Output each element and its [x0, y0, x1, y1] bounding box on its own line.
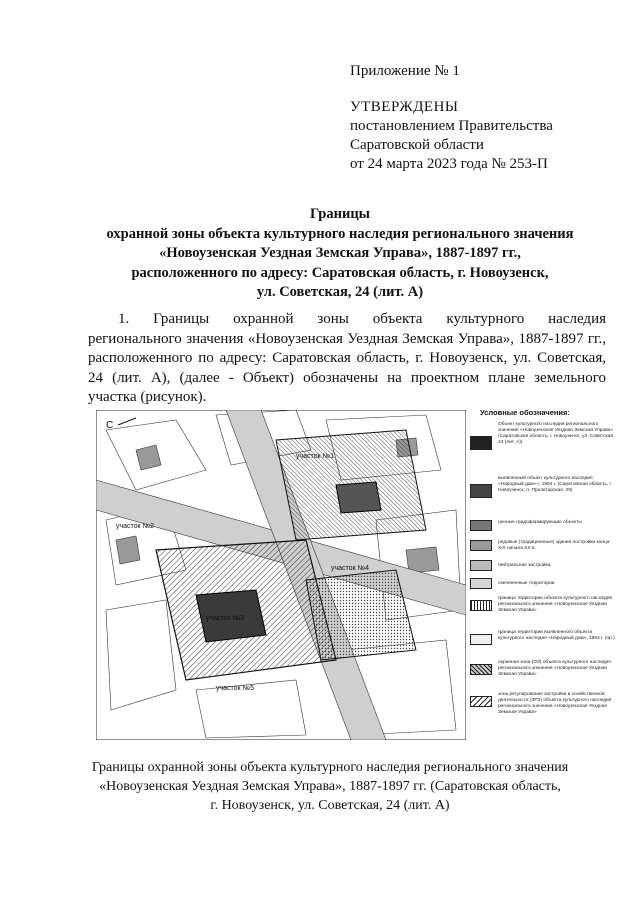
title-line: «Новоузенская Уездная Земская Управа», 1887-1897 гг., — [159, 245, 521, 261]
parcel-label: участок №1 — [296, 453, 334, 460]
buffer-zone — [306, 570, 416, 660]
appendix-label: Приложение № 1 — [350, 63, 460, 79]
body-paragraph — [88, 310, 606, 408]
title-line: ул. Советская, 24 (лит. А) — [256, 284, 424, 300]
identified-object — [336, 482, 381, 513]
legend-swatch — [470, 696, 492, 707]
legend-swatch — [470, 634, 492, 645]
paragraph-line: участка (рисунок). — [88, 389, 207, 405]
legend-swatch — [470, 540, 492, 551]
legend-text: рядовые (традиционные) здания постройки конца XIX начала XX в. — [498, 540, 610, 551]
legend-text: охранная зона (ОЗ) объекта культурного наследия регионального значения «Новоузенская Уездная Земская Управа» — [498, 660, 611, 677]
figure-caption — [70, 758, 590, 815]
legend-swatch — [470, 560, 492, 571]
approved-line: постановлением Правительства — [350, 118, 553, 134]
legend-swatch — [470, 436, 492, 450]
map-legend — [468, 406, 618, 736]
approval-block — [350, 98, 553, 174]
paragraph-line: 1. Границы охранной зоны объекта культурного наследия — [118, 311, 606, 327]
parcel-label: участок №3 — [206, 615, 244, 622]
legend-swatch — [470, 600, 492, 611]
paragraph-line: регионального значения «Новоузенская Уездная Земская Управа», 1887-1897 гг., — [88, 330, 606, 347]
legend-text: граница территории выявленного объекта культурного наследия «Народный дом», 1904 г. (пр.) — [498, 630, 615, 641]
document-title — [60, 205, 620, 303]
legend-swatch — [470, 578, 492, 589]
legend-text: озелененные территории — [498, 581, 555, 586]
approved-line: от 24 марта 2023 года № 253-П — [350, 156, 548, 172]
legend-text: Объект культурного наследия регионального значения «Новоузенская Уездная Земская Управа» (Саратовская область, г. Новоузенск, ул. Советская, 24 (лит. А)) — [498, 422, 615, 445]
paragraph-line: расположенного по адресу: Саратовская область, г. Новоузенск, ул. Советская, — [88, 350, 606, 366]
title-line: расположенного по адресу: Саратовская область, г. Новоузенск, — [131, 264, 549, 281]
parcel-label: участок №2 — [116, 523, 154, 530]
legend-text: ценные градоформирующие объекты — [498, 520, 582, 525]
parcel-label: участок №4 — [331, 565, 369, 572]
legend-text: выявленный объект культурного наследия «Народный дом»», 1904 г. (Саратовская область, г. Новоузенск, п. Пролетарская, 29) — [498, 476, 612, 493]
title-line: Границы — [309, 206, 370, 222]
parcel-label: участок №5 — [216, 685, 254, 692]
legend-text: нейтральная застройка — [498, 563, 551, 568]
caption-line: «Новоузенская Уездная Земская Управа», 1887-1897 гг. (Саратовская область, — [99, 779, 561, 794]
paragraph-line: 24 (лит. А), (далее - Объект) обозначены на проектном плане земельного — [88, 369, 606, 386]
legend-swatch — [470, 520, 492, 531]
title-line: охранной зоны объекта культурного наследия регионального значения — [106, 225, 574, 242]
legend-text: граница территории объекта культурного наследия регионального значения «Новоузенская Уездная Земская Управа» — [498, 596, 613, 613]
north-label: С — [106, 420, 114, 431]
legend-text: зона регулирования застройки и хозяйственной деятельности (ЗРЗ) объекта культурного наследия регионального значения «Новоузенская Уездная Земская Управа» — [498, 692, 612, 715]
site-plan-map — [96, 410, 466, 740]
legend-swatch — [470, 484, 492, 498]
legend-swatch — [470, 664, 492, 675]
approved-line: Саратовской области — [350, 137, 484, 153]
legend-title: Условные обозначения: — [480, 408, 570, 417]
caption-line: Границы охранной зоны объекта культурного наследия регионального значения — [91, 760, 569, 775]
approved-title: УТВЕРЖДЕНЫ — [350, 99, 459, 115]
caption-line: г. Новоузенск, ул. Советская, 24 (лит. А) — [210, 798, 450, 813]
